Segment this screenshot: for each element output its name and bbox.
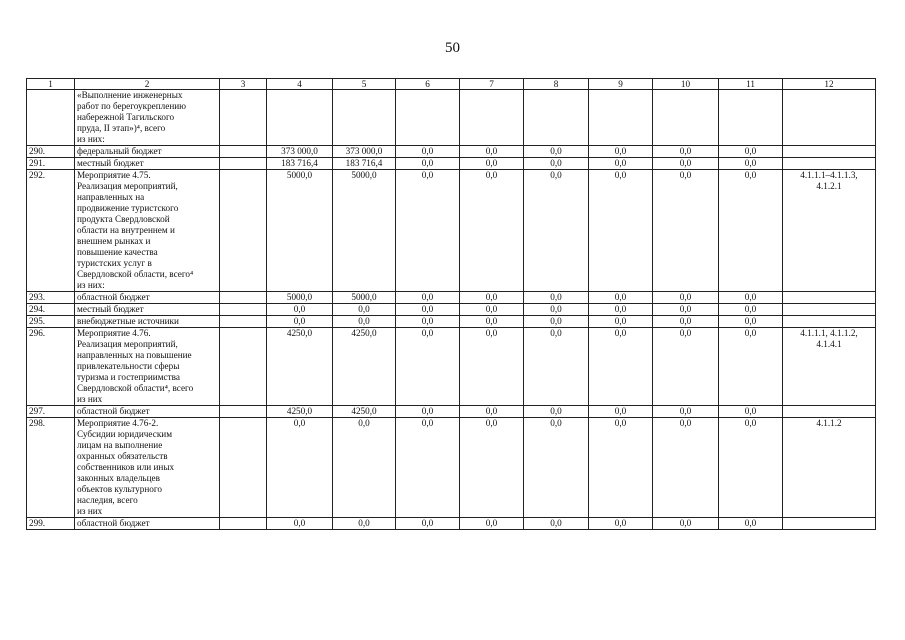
- row-number-cell: 294.: [27, 304, 75, 316]
- value-cell: 0,0: [653, 328, 719, 406]
- value-cell: [220, 304, 267, 316]
- value-cell: 0,0: [719, 146, 783, 158]
- value-cell: 0,0: [719, 158, 783, 170]
- value-cell: 0,0: [719, 518, 783, 530]
- value-cell: [220, 316, 267, 328]
- value-cell: 0,0: [589, 406, 653, 418]
- column-header: 5: [333, 79, 396, 90]
- column-header: 2: [75, 79, 220, 90]
- value-cell: 0,0: [267, 518, 333, 530]
- value-cell: [220, 292, 267, 304]
- column-header: 11: [719, 79, 783, 90]
- row-number-cell: 298.: [27, 418, 75, 518]
- column-header: 3: [220, 79, 267, 90]
- value-cell: 0,0: [460, 304, 524, 316]
- target-indicator-cell: 4.1.1.2: [783, 418, 876, 518]
- value-cell: 0,0: [589, 170, 653, 292]
- value-cell: 0,0: [653, 418, 719, 518]
- value-cell: [220, 170, 267, 292]
- value-cell: 0,0: [719, 328, 783, 406]
- value-cell: 0,0: [396, 418, 460, 518]
- column-header: 7: [460, 79, 524, 90]
- value-cell: 0,0: [396, 328, 460, 406]
- value-cell: 0,0: [653, 316, 719, 328]
- row-name-cell: Мероприятие 4.76-2. Субсидии юридическим лицам на выполнение охранных обязательств собственников или иных законных владельцев объектов культурного наследия, всего из них: [75, 418, 220, 518]
- value-cell: 0,0: [653, 146, 719, 158]
- value-cell: 0,0: [589, 328, 653, 406]
- value-cell: 0,0: [396, 146, 460, 158]
- column-header: 10: [653, 79, 719, 90]
- table-row: [27, 316, 876, 328]
- target-indicator-cell: [783, 158, 876, 170]
- value-cell: 0,0: [396, 292, 460, 304]
- value-cell: [524, 90, 589, 146]
- value-cell: [220, 418, 267, 518]
- value-cell: 0,0: [333, 518, 396, 530]
- column-number-row: [27, 79, 876, 90]
- value-cell: [460, 90, 524, 146]
- row-number-cell: 295.: [27, 316, 75, 328]
- value-cell: 5000,0: [267, 292, 333, 304]
- row-name-cell: «Выполнение инженерных работ по берегоукреплению набережной Тагильского пруда, II этап»)⁴, всего из них:: [75, 90, 220, 146]
- value-cell: 0,0: [589, 316, 653, 328]
- value-cell: 4250,0: [333, 406, 396, 418]
- budget-table: [26, 78, 876, 530]
- value-cell: 183 716,4: [333, 158, 396, 170]
- value-cell: [220, 518, 267, 530]
- value-cell: 0,0: [267, 304, 333, 316]
- value-cell: 0,0: [524, 146, 589, 158]
- value-cell: [333, 90, 396, 146]
- row-name-cell: федеральный бюджет: [75, 146, 220, 158]
- table-row: [27, 418, 876, 518]
- value-cell: [220, 146, 267, 158]
- column-header: 1: [27, 79, 75, 90]
- value-cell: 0,0: [524, 158, 589, 170]
- table-row: [27, 304, 876, 316]
- value-cell: 0,0: [333, 418, 396, 518]
- value-cell: 5000,0: [333, 170, 396, 292]
- row-name-cell: Мероприятие 4.75. Реализация мероприятий, направленных на продвижение туристского продукта Свердловской области на внутреннем и внешнем рынках и повышение качества туристских услуг в Свердловской области, всего⁴ из них:: [75, 170, 220, 292]
- value-cell: 0,0: [396, 158, 460, 170]
- target-indicator-cell: [783, 304, 876, 316]
- value-cell: [220, 158, 267, 170]
- table-body: [27, 90, 876, 530]
- row-name-cell: Мероприятие 4.76. Реализация мероприятий, направленных на повышение привлекательности сферы туризма и гостеприимства Свердловской области⁴, всего из них: [75, 328, 220, 406]
- row-number-cell: 290.: [27, 146, 75, 158]
- value-cell: [653, 90, 719, 146]
- table-row: [27, 146, 876, 158]
- value-cell: [719, 90, 783, 146]
- row-number-cell: 296.: [27, 328, 75, 406]
- value-cell: 0,0: [524, 406, 589, 418]
- column-header: 12: [783, 79, 876, 90]
- row-name-cell: областной бюджет: [75, 518, 220, 530]
- table-row: [27, 406, 876, 418]
- value-cell: [589, 90, 653, 146]
- column-header: 6: [396, 79, 460, 90]
- page-number: 50: [445, 40, 460, 56]
- column-header: 8: [524, 79, 589, 90]
- row-number-cell: 291.: [27, 158, 75, 170]
- value-cell: 0,0: [396, 406, 460, 418]
- row-name-cell: внебюджетные источники: [75, 316, 220, 328]
- row-number-cell: 293.: [27, 292, 75, 304]
- value-cell: 5000,0: [267, 170, 333, 292]
- value-cell: 0,0: [333, 304, 396, 316]
- value-cell: 0,0: [267, 316, 333, 328]
- row-name-cell: областной бюджет: [75, 406, 220, 418]
- target-indicator-cell: [783, 292, 876, 304]
- row-name-cell: местный бюджет: [75, 304, 220, 316]
- value-cell: 0,0: [524, 292, 589, 304]
- value-cell: 0,0: [719, 304, 783, 316]
- value-cell: 4250,0: [333, 328, 396, 406]
- value-cell: 0,0: [719, 292, 783, 304]
- row-name-cell: местный бюджет: [75, 158, 220, 170]
- value-cell: [220, 90, 267, 146]
- value-cell: 0,0: [396, 304, 460, 316]
- value-cell: 0,0: [460, 406, 524, 418]
- value-cell: 0,0: [460, 292, 524, 304]
- value-cell: 0,0: [460, 158, 524, 170]
- table-row: [27, 518, 876, 530]
- value-cell: 0,0: [460, 170, 524, 292]
- table-row: [27, 170, 876, 292]
- row-number-cell: 292.: [27, 170, 75, 292]
- value-cell: 373 000,0: [267, 146, 333, 158]
- row-number-cell: 297.: [27, 406, 75, 418]
- value-cell: 0,0: [653, 406, 719, 418]
- value-cell: 0,0: [589, 292, 653, 304]
- value-cell: 0,0: [653, 170, 719, 292]
- row-number-cell: [27, 90, 75, 146]
- value-cell: 0,0: [396, 316, 460, 328]
- value-cell: [267, 90, 333, 146]
- value-cell: 183 716,4: [267, 158, 333, 170]
- target-indicator-cell: [783, 146, 876, 158]
- value-cell: 0,0: [524, 304, 589, 316]
- target-indicator-cell: [783, 316, 876, 328]
- value-cell: 0,0: [524, 518, 589, 530]
- value-cell: 0,0: [653, 158, 719, 170]
- value-cell: 0,0: [719, 418, 783, 518]
- row-name-cell: областной бюджет: [75, 292, 220, 304]
- value-cell: 0,0: [653, 292, 719, 304]
- target-indicator-cell: 4.1.1.1–4.1.1.3, 4.1.2.1: [783, 170, 876, 292]
- value-cell: [396, 90, 460, 146]
- column-header: 4: [267, 79, 333, 90]
- value-cell: 0,0: [524, 316, 589, 328]
- value-cell: 4250,0: [267, 406, 333, 418]
- value-cell: 373 000,0: [333, 146, 396, 158]
- target-indicator-cell: [783, 90, 876, 146]
- target-indicator-cell: [783, 518, 876, 530]
- value-cell: 0,0: [396, 170, 460, 292]
- row-number-cell: 299.: [27, 518, 75, 530]
- value-cell: 0,0: [460, 328, 524, 406]
- column-header: 9: [589, 79, 653, 90]
- value-cell: 0,0: [653, 518, 719, 530]
- target-indicator-cell: [783, 406, 876, 418]
- value-cell: 0,0: [719, 406, 783, 418]
- table-row: [27, 158, 876, 170]
- value-cell: 0,0: [719, 170, 783, 292]
- value-cell: 4250,0: [267, 328, 333, 406]
- value-cell: 0,0: [460, 418, 524, 518]
- value-cell: 0,0: [460, 146, 524, 158]
- value-cell: 0,0: [460, 518, 524, 530]
- value-cell: 0,0: [653, 304, 719, 316]
- value-cell: 0,0: [396, 518, 460, 530]
- value-cell: 0,0: [589, 304, 653, 316]
- value-cell: 0,0: [267, 418, 333, 518]
- table-row: [27, 328, 876, 406]
- value-cell: 0,0: [589, 518, 653, 530]
- value-cell: 0,0: [719, 316, 783, 328]
- value-cell: 0,0: [524, 328, 589, 406]
- value-cell: 0,0: [524, 170, 589, 292]
- value-cell: 0,0: [333, 316, 396, 328]
- value-cell: 0,0: [460, 316, 524, 328]
- value-cell: [220, 328, 267, 406]
- table-row: [27, 90, 876, 146]
- value-cell: 0,0: [589, 146, 653, 158]
- value-cell: 0,0: [589, 158, 653, 170]
- value-cell: [220, 406, 267, 418]
- table-row: [27, 292, 876, 304]
- value-cell: 0,0: [524, 418, 589, 518]
- value-cell: 5000,0: [333, 292, 396, 304]
- target-indicator-cell: 4.1.1.1, 4.1.1.2, 4.1.4.1: [783, 328, 876, 406]
- value-cell: 0,0: [589, 418, 653, 518]
